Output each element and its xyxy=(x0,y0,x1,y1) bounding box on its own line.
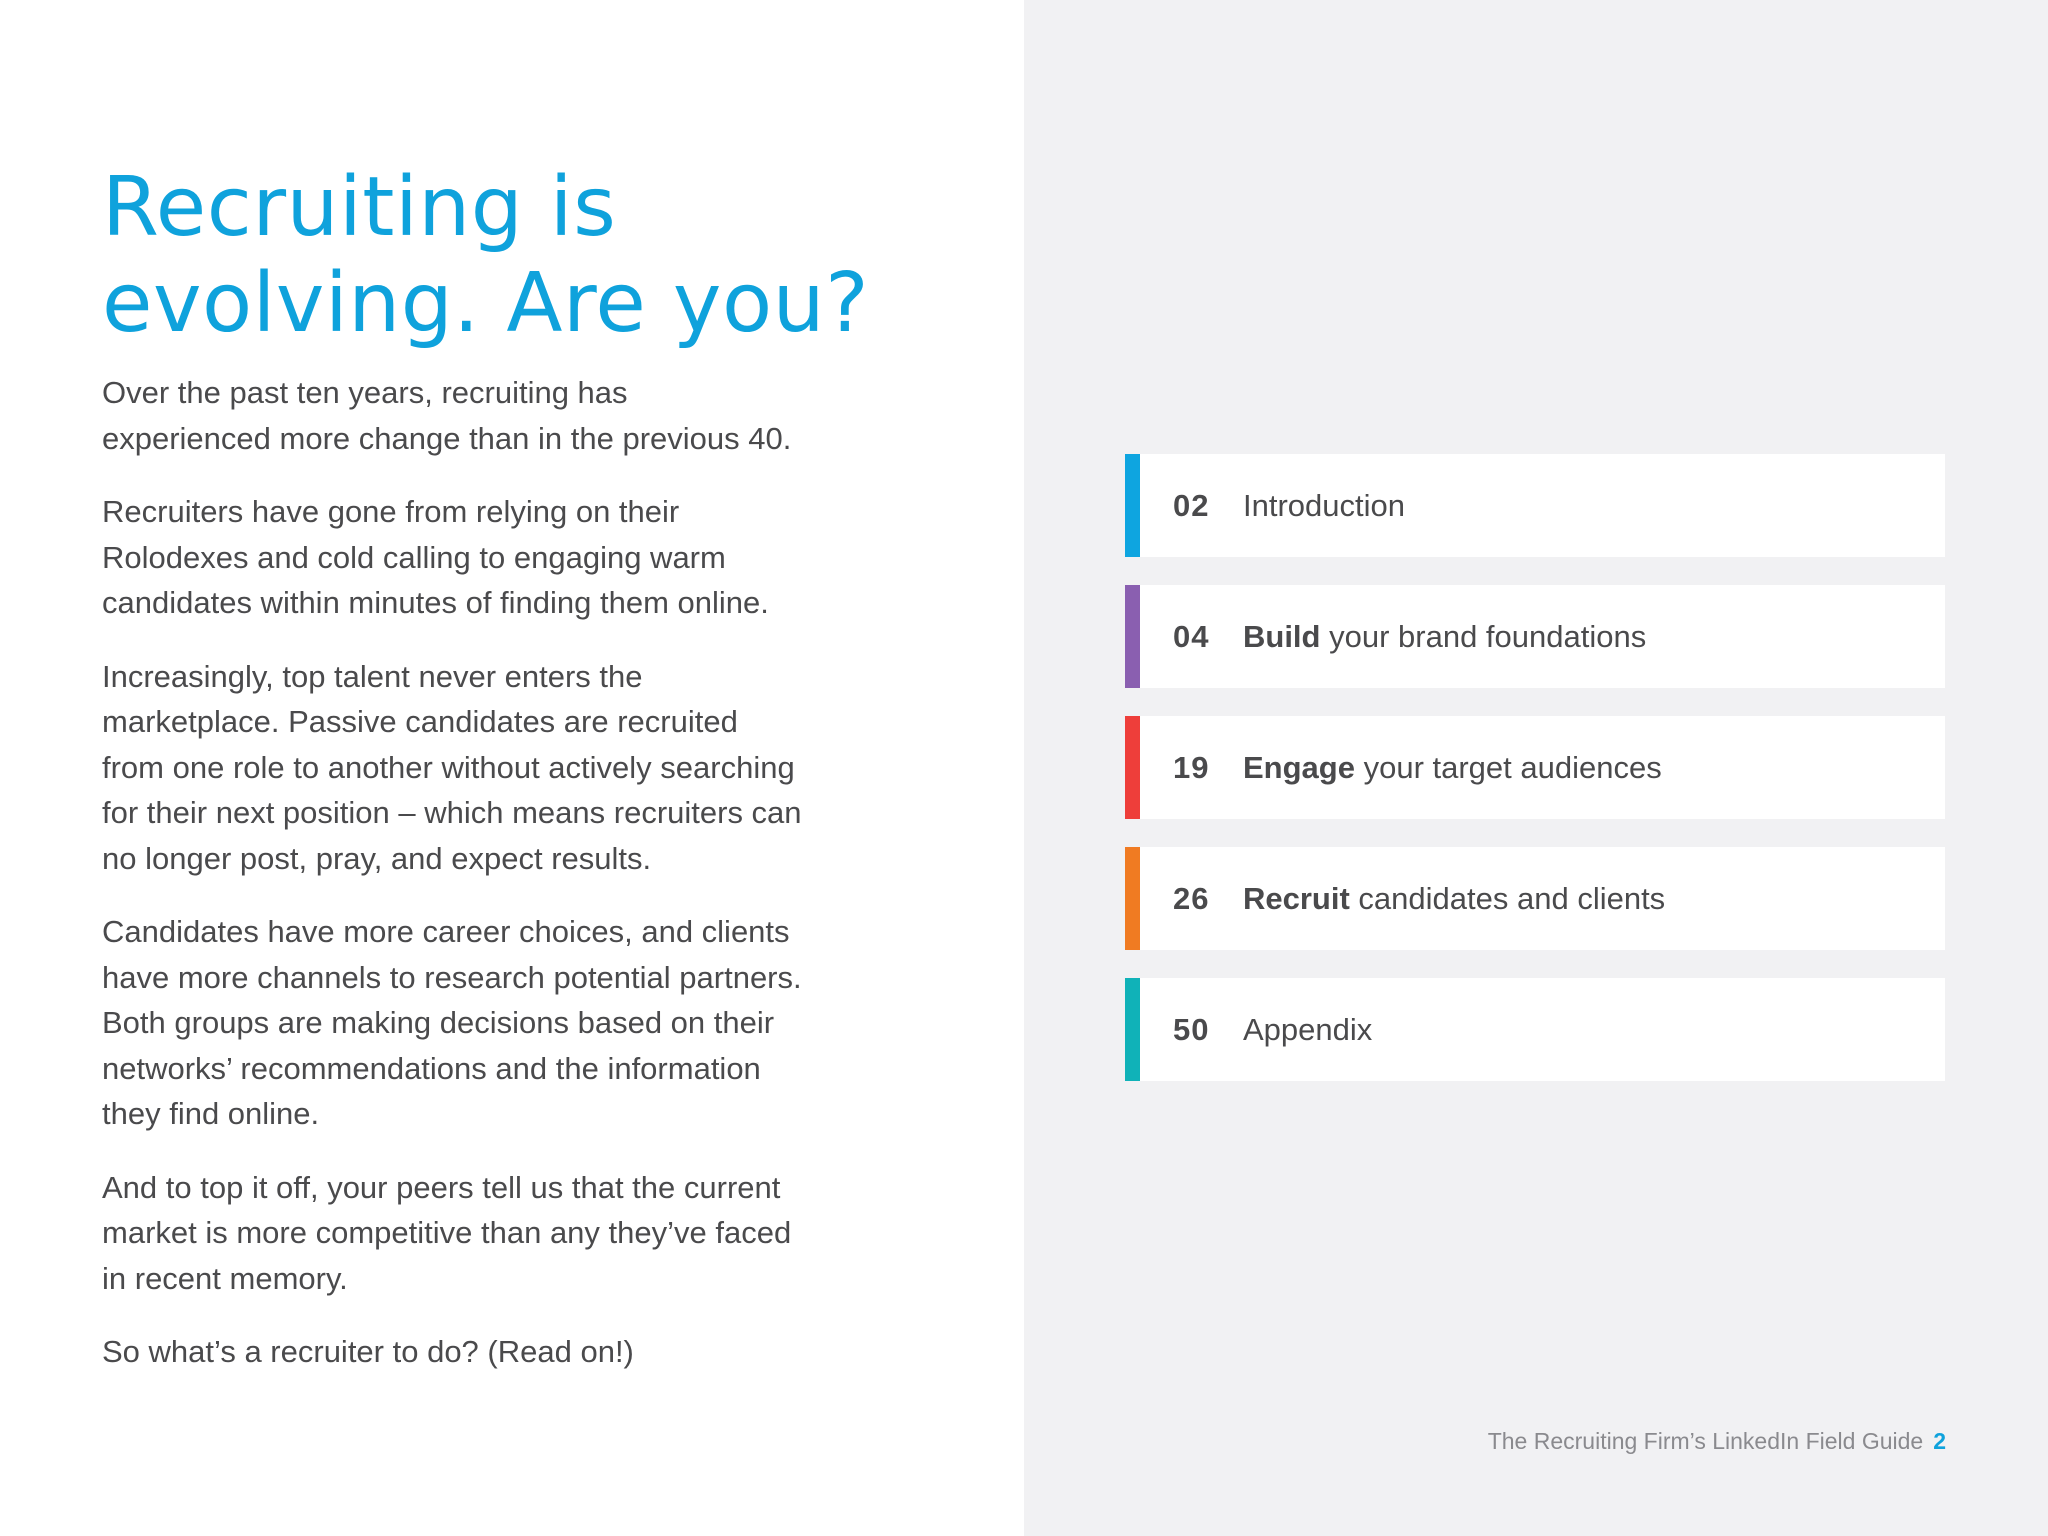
toc-label-text: candidates and clients xyxy=(1349,880,1666,916)
paragraph-line: And to top it off, your peers tell us that the current xyxy=(102,1169,781,1205)
toc-label-text: your brand foundations xyxy=(1320,618,1647,654)
paragraph-3 xyxy=(102,654,842,882)
toc-color-bar xyxy=(1125,585,1140,688)
paragraph-line: marketplace. Passive candidates are recruited xyxy=(102,704,738,739)
toc-label-text: your target audiences xyxy=(1354,749,1662,785)
paragraph-4 xyxy=(102,909,842,1137)
toc-label xyxy=(1243,1012,1372,1048)
toc-label xyxy=(1243,881,1665,917)
toc-label-bold: Build xyxy=(1243,618,1321,654)
toc-label xyxy=(1243,488,1405,524)
page-title-line-1: Recruiting is xyxy=(102,160,617,255)
paragraph-line: market is more competitive than any they’ve faced xyxy=(102,1215,792,1250)
paragraph-line: networks’ recommendations and the information xyxy=(102,1050,761,1086)
paragraph-6 xyxy=(102,1329,842,1375)
toc-item-engage[interactable] xyxy=(1125,716,1945,819)
toc-color-bar xyxy=(1125,716,1140,819)
table-of-contents xyxy=(1125,454,1945,1109)
page-title xyxy=(102,160,870,352)
footer-page-number: 2 xyxy=(1933,1428,1946,1454)
toc-label-text: Introduction xyxy=(1243,487,1405,523)
toc-page-number: 02 xyxy=(1173,487,1210,523)
toc-label-bold: Recruit xyxy=(1243,880,1350,916)
toc-item-recruit[interactable] xyxy=(1125,847,1945,950)
paragraph-line: experienced more change than in the previous 40. xyxy=(102,420,792,456)
toc-page-number: 04 xyxy=(1173,618,1210,654)
toc-color-bar xyxy=(1125,847,1140,950)
paragraph-line: in recent memory. xyxy=(102,1260,348,1296)
paragraph-5 xyxy=(102,1165,842,1302)
toc-item-appendix[interactable] xyxy=(1125,978,1945,1081)
paragraph-line: candidates within minutes of finding them online. xyxy=(102,585,769,620)
toc-item-introduction[interactable] xyxy=(1125,454,1945,557)
toc-label xyxy=(1243,619,1646,655)
paragraph-line: from one role to another without actively searching xyxy=(102,749,795,785)
footer-title: The Recruiting Firm’s LinkedIn Field Guide xyxy=(1487,1428,1924,1454)
paragraph-1 xyxy=(102,370,842,461)
paragraph-line: So what’s a recruiter to do? (Read on!) xyxy=(102,1334,634,1369)
toc-label-text: Appendix xyxy=(1243,1011,1373,1047)
paragraph-line: they find online. xyxy=(102,1096,320,1131)
paragraph-line: no longer post, pray, and expect results. xyxy=(102,840,652,876)
paragraph-line: Recruiters have gone from relying on their xyxy=(102,494,680,529)
paragraph-line: Candidates have more career choices, and clients xyxy=(102,914,790,949)
paragraph-line: Both groups are making decisions based on their xyxy=(102,1005,775,1040)
paragraph-line: Rolodexes and cold calling to engaging warm xyxy=(102,539,726,575)
paragraph-line: for their next position – which means recruiters can xyxy=(102,795,802,830)
toc-label-bold: Engage xyxy=(1243,749,1355,785)
toc-page-number: 19 xyxy=(1173,749,1210,785)
paragraph-line: Over the past ten years, recruiting has xyxy=(102,375,628,410)
page-footer xyxy=(1488,1428,1946,1455)
paragraph-line: have more channels to research potential partners. xyxy=(102,959,802,995)
toc-color-bar xyxy=(1125,454,1140,557)
toc-page-number: 50 xyxy=(1173,1011,1210,1047)
toc-item-build[interactable] xyxy=(1125,585,1945,688)
toc-color-bar xyxy=(1125,978,1140,1081)
toc-label xyxy=(1243,750,1662,786)
paragraph-line: Increasingly, top talent never enters the xyxy=(102,658,643,694)
paragraph-2 xyxy=(102,489,842,626)
toc-page-number: 26 xyxy=(1173,880,1210,916)
page-title-line-2: evolving. Are you? xyxy=(102,256,870,351)
body-copy xyxy=(102,370,842,1403)
